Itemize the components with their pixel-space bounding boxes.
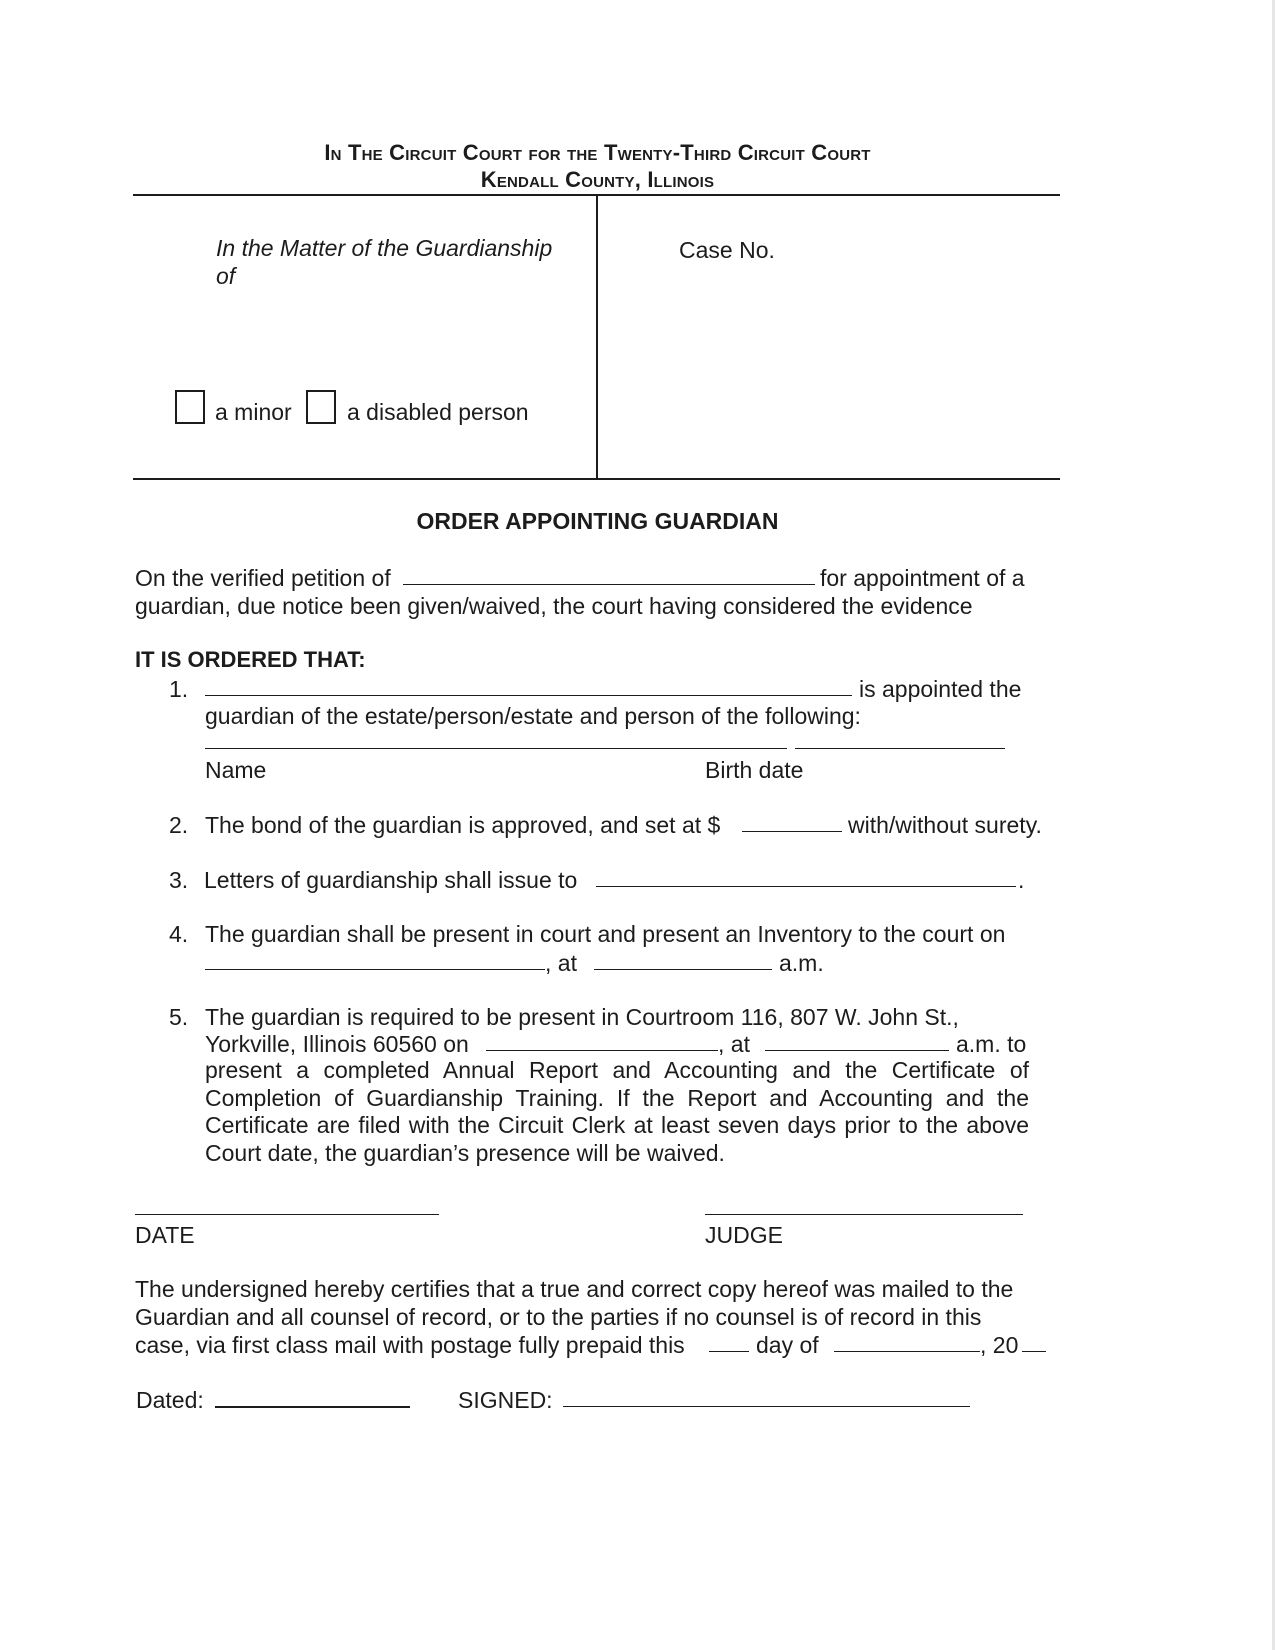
item4-at: , at <box>545 950 577 976</box>
caption-bottom-rule <box>133 478 1060 480</box>
ward-name-blank[interactable] <box>205 748 787 749</box>
item5-line2-prefix: Yorkville, Illinois 60560 on <box>205 1031 469 1057</box>
minor-checkbox[interactable] <box>175 390 205 424</box>
certificate-line1: The undersigned hereby certifies that a true and correct copy hereof was mailed to the <box>135 1276 1014 1302</box>
case-no-label: Case No. <box>679 237 775 263</box>
item4-line1: The guardian shall be present in court and present an Inventory to the court on <box>205 921 1006 947</box>
petitioner-blank[interactable] <box>403 584 815 585</box>
item5-body: present a completed Annual Report and Accounting and the Certificate of Completion of Guardianship Training. If the Report and Accounting and the Certificate are filed with the Circuit Clerk at least seven days prior to the above Court date, the guardian’s presence will be waived. <box>205 1057 1029 1166</box>
letters-issue-to-blank[interactable] <box>596 886 1016 887</box>
ordered-heading: IT IS ORDERED THAT: <box>135 647 366 672</box>
bond-amount-blank[interactable] <box>742 831 842 832</box>
item1-line2: guardian of the estate/person/estate and person of the following: <box>205 703 861 729</box>
document-title: ORDER APPOINTING GUARDIAN <box>416 508 779 534</box>
item1-suffix: is appointed the <box>859 676 1022 702</box>
item5-line2-at: , at <box>718 1031 750 1057</box>
certificate-line3-prefix: case, via first class mail with postage fully prepaid this <box>135 1332 685 1358</box>
disabled-person-checkbox[interactable] <box>306 390 336 424</box>
report-time-blank[interactable] <box>765 1050 949 1051</box>
date-signature-line[interactable] <box>135 1214 439 1215</box>
item3-prefix: Letters of guardianship shall issue to <box>204 867 578 893</box>
caption-divider <box>596 194 598 479</box>
item2-prefix: The bond of the guardian is approved, and set at $ <box>205 812 721 838</box>
signed-label: SIGNED: <box>458 1387 553 1413</box>
intro-prefix: On the verified petition of <box>135 565 391 591</box>
certificate-line2: Guardian and all counsel of record, or to the parties if no counsel is of record in this <box>135 1304 982 1330</box>
item2-suffix: with/without surety. <box>848 812 1042 838</box>
item1-number: 1. <box>169 676 189 702</box>
disabled-person-label: a disabled person <box>347 399 529 425</box>
item5-line2-suffix: a.m. to <box>956 1031 1027 1057</box>
name-label: Name <box>205 757 267 783</box>
court-title-line1: In The Circuit Court for the Twenty-Third Circuit Court <box>324 140 871 165</box>
birth-date-label: Birth date <box>705 757 804 783</box>
judge-signature-line[interactable] <box>705 1214 1023 1215</box>
item5-number: 5. <box>169 1004 189 1030</box>
item3-number: 3. <box>169 867 189 893</box>
mail-day-blank[interactable] <box>709 1351 749 1352</box>
dated-label: Dated: <box>136 1387 204 1413</box>
item4-number: 4. <box>169 921 189 947</box>
signed-blank[interactable] <box>563 1406 970 1407</box>
certificate-day-of: day of <box>756 1332 819 1358</box>
intro-suffix: for appointment of a <box>820 565 1025 591</box>
mail-month-blank[interactable] <box>834 1351 980 1352</box>
intro-line2: guardian, due notice been given/waived, the court having considered the evidence <box>135 593 973 619</box>
ward-birthdate-blank[interactable] <box>795 748 1005 749</box>
item4-am: a.m. <box>779 950 824 976</box>
guardian-name-blank[interactable] <box>205 695 852 696</box>
mail-year-blank[interactable] <box>1022 1351 1046 1352</box>
report-date-blank[interactable] <box>486 1050 718 1051</box>
item2-number: 2. <box>169 812 189 838</box>
judge-label: JUDGE <box>705 1222 783 1248</box>
item3-suffix: . <box>1018 867 1025 893</box>
dated-blank[interactable] <box>215 1406 410 1408</box>
matter-line2: of <box>216 263 236 289</box>
inventory-date-blank[interactable] <box>205 969 545 970</box>
minor-label: a minor <box>215 399 292 425</box>
certificate-year-prefix: , 20 <box>980 1332 1019 1358</box>
matter-line1: In the Matter of the Guardianship <box>216 235 553 261</box>
date-label: DATE <box>135 1222 195 1248</box>
inventory-time-blank[interactable] <box>594 969 772 970</box>
court-title-line2: Kendall County, Illinois <box>480 167 715 192</box>
item5-line1: The guardian is required to be present in Courtroom 116, 807 W. John St., <box>205 1004 959 1030</box>
